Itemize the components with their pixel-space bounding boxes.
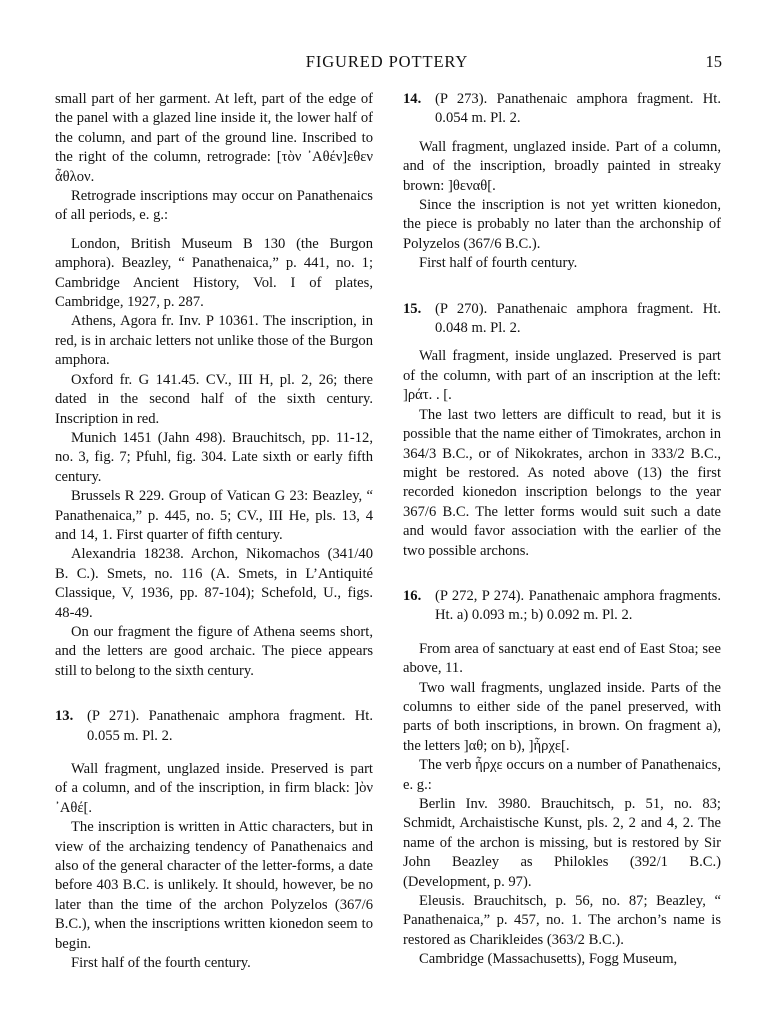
paragraph: Munich 1451 (Jahn 498). Brauchitsch, pp. 11-12, no. 3, fig. 7; Pfuhl, fig. 304. Late sixth or early fifth century. bbox=[55, 429, 373, 485]
running-title: FIGURED POTTERY bbox=[305, 52, 469, 71]
paragraph: Athens, Agora fr. Inv. P 10361. The inscription, in red, is in archaic letters not unlike those of the Burgon amphora. bbox=[55, 313, 373, 369]
entry-number: 13. bbox=[55, 708, 74, 725]
paragraph: The inscription is written in Attic characters, but in view of the archaizing tendency of Panathenaics and also of the general character of the letter-forms, a date before 403 B.C. is unlikely. It should, however, be no later than the time of the archon Polyzelos (367/6 B.C.), when the inscriptions written kionedon seem to begin. bbox=[55, 819, 373, 952]
paragraph: Wall fragment, unglazed inside. Part of a column, and of the inscription, broadly painted in streaky brown: ]θεναθ[. bbox=[403, 138, 721, 194]
right-column bbox=[403, 90, 721, 970]
entry-heading-text: (P 270). Panathenaic amphora fragment. Ht. 0.048 m. Pl. 2. bbox=[435, 300, 721, 337]
paragraph: From area of sanctuary at east end of East Stoa; see above, 11. bbox=[403, 640, 721, 677]
paragraph: Brussels R 229. Group of Vatican G 23: Beazley, “ Panathenaica,” p. 445, no. 5; CV., III He, pls. 13, 4 and 14, 1. First quarter of fifth century. bbox=[55, 488, 373, 543]
page-number: 15 bbox=[705, 52, 722, 71]
page-header bbox=[52, 52, 722, 76]
paragraph: First half of fourth century. bbox=[419, 255, 578, 272]
paragraph: small part of her garment. At left, part of the edge of the panel with a glazed line inside it, the lower half of the column, and part of the ground line. Inscribed to the right of the column, retrograde: [τὸν ᾿Αθέν]εθεν ἆθλον. bbox=[55, 91, 373, 185]
entry-number: 15. bbox=[403, 300, 422, 317]
paragraph: The last two letters are difficult to read, but it is possible that the name either of Timokrates, archon in 364/3 B.C., or of Nikokrates, archon in 333/2 B.C., might be restored. As noted above (13) the first recorded kionedon inscription belongs to the year 367/6 B.C. The letter forms would suit such a date and would favor association with the earlier of the two possible archons. bbox=[403, 406, 721, 559]
paragraph: Oxford fr. G 141.45. CV., III H, pl. 2, 26; there dated in the second half of the sixth century. Inscription in red. bbox=[55, 371, 373, 427]
paragraph: Two wall fragments, unglazed inside. Parts of the columns to either side of the panel preserved, with parts of both inscriptions, in brown. On fragment a), the letters ]αθ; on b), ]ἦρχε[. bbox=[403, 679, 721, 754]
paragraph: Alexandria 18238. Archon, Nikomachos (341/40 B. C.). Smets, no. 116 (A. Smets, in L’Antiquité Classique, V, 1936, pp. 87-104); Schefold, U., figs. 48-49. bbox=[55, 546, 373, 621]
entry-heading-text: (P 273). Panathenaic amphora fragment. Ht. 0.054 m. Pl. 2. bbox=[435, 91, 721, 127]
entry-heading-16 bbox=[403, 587, 721, 626]
entry-heading-14 bbox=[403, 90, 721, 129]
paragraph: Berlin Inv. 3980. Brauchitsch, p. 51, no. 83; Schmidt, Archaistische Kunst, pls. 2, 2 and 4, 2. The name of the archon is missing, but is restored by Sir John Beazley as Philokles (392/1 B.C.) (Development, p. 97). bbox=[403, 796, 721, 890]
entry-number: 16. bbox=[403, 587, 422, 604]
entry-heading-15 bbox=[403, 300, 721, 339]
paragraph: Since the inscription is not yet written kionedon, the piece is probably no later than the archonship of Polyzelos (367/6 B.C.). bbox=[403, 197, 721, 252]
paragraph: Eleusis. Brauchitsch, p. 56, no. 87; Beazley, “ Panathenaica,” p. 457, no. 1. The archon’s name is restored as Charikleides (363/2 B.C.). bbox=[403, 893, 721, 948]
entry-heading-text: (P 272, P 274). Panathenaic amphora fragments. Ht. a) 0.093 m.; b) 0.092 m. Pl. 2. bbox=[435, 587, 721, 624]
paragraph: On our fragment the figure of Athena seems short, and the letters are good archaic. The piece appears still to belong to the sixth century. bbox=[55, 623, 373, 679]
entry-heading-13 bbox=[55, 707, 373, 746]
paragraph: Cambridge (Massachusetts), Fogg Museum, bbox=[419, 951, 678, 968]
paragraph: Retrograde inscriptions may occur on Panathenaics of all periods, e. g.: bbox=[55, 188, 373, 224]
paragraph: Wall fragment, inside unglazed. Preserved is part of the column, with part of an inscription at the left: ]ράτ. . [. bbox=[403, 348, 721, 404]
paragraph: The verb ἦρχε occurs on a number of Panathenaics, e. g.: bbox=[403, 757, 721, 793]
paragraph: Wall fragment, unglazed inside. Preserved is part of a column, and of the inscription, in firm black: ]ὸν ᾿Αθέ[. bbox=[55, 761, 373, 816]
entry-heading-text: (P 271). Panathenaic amphora fragment. Ht. 0.055 m. Pl. 2. bbox=[87, 708, 373, 744]
paragraph: London, British Museum B 130 (the Burgon amphora). Beazley, “ Panathenaica,” p. 441, no. 1; Cambridge Ancient History, Vol. I of plates, Cambridge, 1927, p. 287. bbox=[55, 235, 373, 311]
left-column bbox=[55, 90, 373, 973]
entry-number: 14. bbox=[403, 91, 422, 107]
paragraph: First half of the fourth century. bbox=[71, 955, 251, 972]
